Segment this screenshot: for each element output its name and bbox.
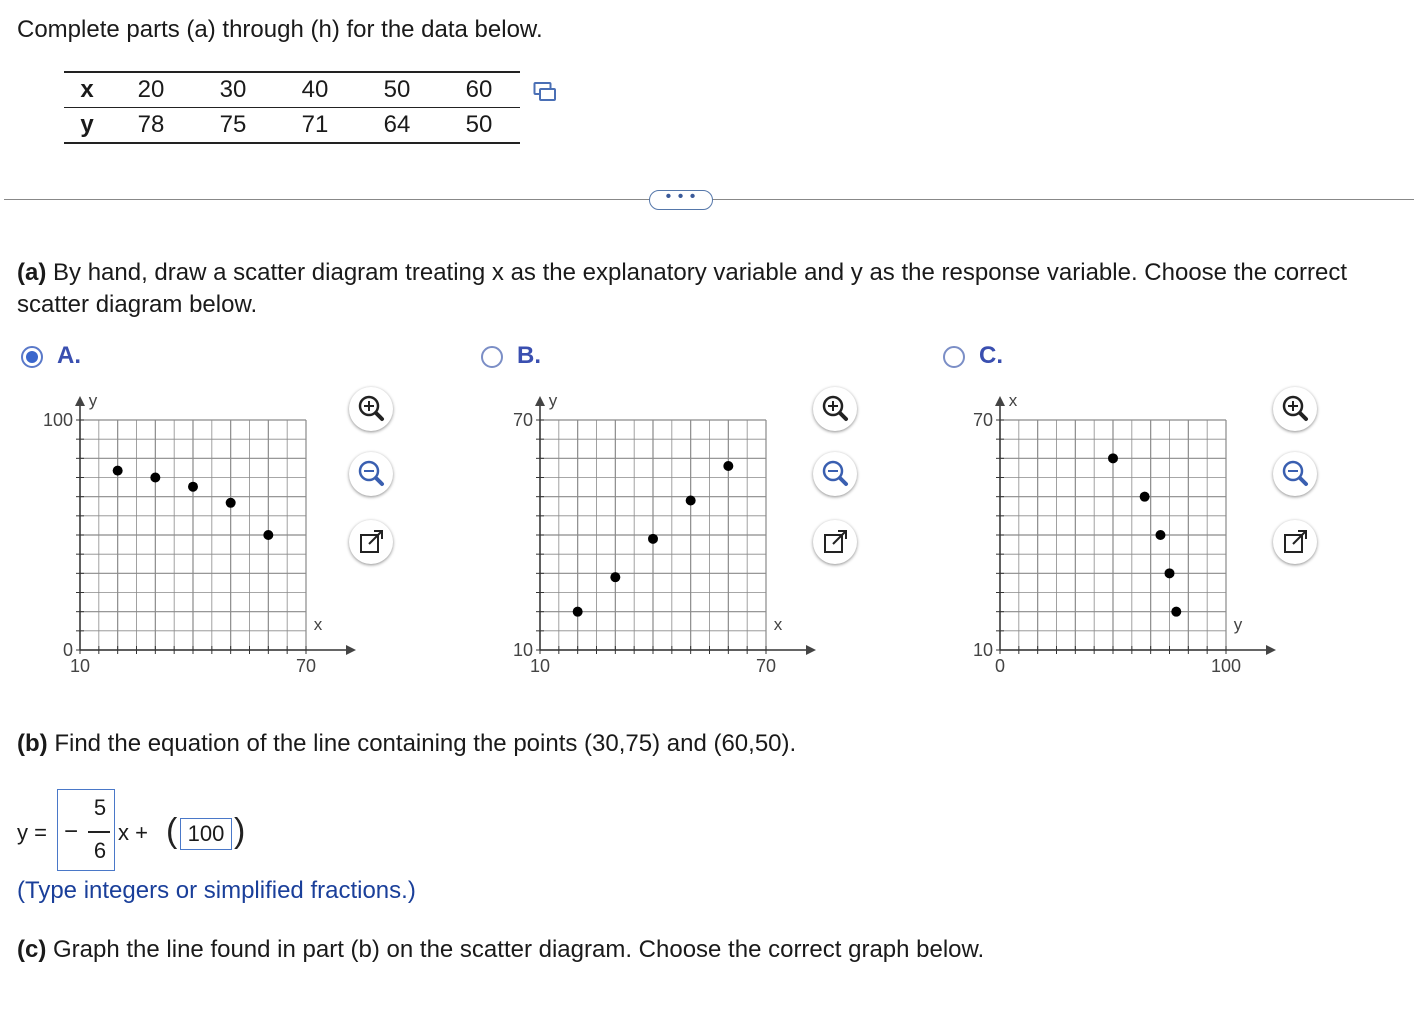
popout-icon <box>1273 520 1317 564</box>
table-row-y <box>64 108 520 144</box>
x-tick-label: 100 <box>1210 656 1242 676</box>
scatter-point <box>573 607 583 617</box>
scatter-point <box>1171 607 1181 617</box>
part-b-label: (b) <box>17 730 48 757</box>
option-c-radio[interactable] <box>943 346 965 368</box>
zoom-in-icon <box>349 387 393 431</box>
data-table <box>64 71 520 144</box>
answer-hint: (Type integers or simplified fractions.) <box>17 877 416 904</box>
x-axis-arrow <box>1266 645 1276 655</box>
zoom-in-button[interactable] <box>1273 387 1317 431</box>
y-tick-label: 70 <box>512 410 533 430</box>
slope-numerator: 5 <box>93 795 107 820</box>
y-value: 75 <box>192 108 274 144</box>
scatter-point <box>113 466 123 476</box>
scatter-point <box>263 530 273 540</box>
copy-table-icon[interactable] <box>533 81 557 103</box>
y-tick-label: 70 <box>972 410 993 430</box>
scatter-point <box>610 572 620 582</box>
equation-prefix: y = <box>17 820 47 845</box>
option-b-radio[interactable] <box>481 346 503 368</box>
zoom-in-button[interactable] <box>813 387 857 431</box>
graph-option-b <box>480 380 820 680</box>
x-tick-label: 10 <box>69 656 91 676</box>
x-axis-arrow <box>806 645 816 655</box>
y-tick-label: 10 <box>972 640 993 660</box>
y-header: y <box>64 108 110 144</box>
option-a-radio[interactable] <box>21 346 43 368</box>
zoom-out-icon <box>1273 452 1317 496</box>
scatter-point <box>1140 492 1150 502</box>
popout-icon <box>813 520 857 564</box>
graph-option-a <box>20 380 360 680</box>
x-value: 50 <box>356 72 438 108</box>
part-c-text: Graph the line found in part (b) on the scatter diagram. Choose the correct graph below. <box>46 936 985 963</box>
x-value: 60 <box>438 72 520 108</box>
slope-sign: − <box>64 818 79 845</box>
x-axis-label: x <box>773 615 783 634</box>
scatter-point <box>1108 453 1118 463</box>
scatter-point <box>686 496 696 506</box>
open-paren: ( <box>166 812 178 850</box>
y-axis-label: x <box>1008 391 1018 410</box>
part-b-question <box>17 730 796 758</box>
scatter-point <box>1165 568 1175 578</box>
popout-button[interactable] <box>349 520 393 564</box>
zoom-in-icon <box>1273 387 1317 431</box>
y-tick-label: 0 <box>62 640 73 660</box>
zoom-out-icon <box>813 452 857 496</box>
intercept-answer-box[interactable]: 100 <box>180 818 232 850</box>
option-a-label[interactable]: A. <box>57 342 81 369</box>
part-a-question <box>17 257 1397 321</box>
scatter-point <box>1155 530 1165 540</box>
zoom-out-button[interactable] <box>813 452 857 496</box>
x-axis-label: x <box>313 615 323 634</box>
y-axis-arrow <box>995 396 1005 406</box>
more-button[interactable]: • • • <box>649 190 713 210</box>
x-value: 20 <box>110 72 192 108</box>
popout-button[interactable] <box>813 520 857 564</box>
popout-icon <box>349 520 393 564</box>
y-axis-label: y <box>548 391 558 410</box>
close-paren: ) <box>234 812 246 850</box>
x-tick-label: 70 <box>755 656 777 676</box>
x-axis-label: y <box>1233 615 1243 634</box>
y-tick-label: 10 <box>512 640 533 660</box>
x-axis-arrow <box>346 645 356 655</box>
scatter-point <box>150 473 160 483</box>
x-tick-label: 0 <box>994 656 1006 676</box>
scatter-point <box>226 498 236 508</box>
problem-prompt: Complete parts (a) through (h) for the data below. <box>17 16 543 43</box>
y-tick-label: 100 <box>42 410 73 430</box>
zoom-in-icon <box>813 387 857 431</box>
x-value: 30 <box>192 72 274 108</box>
y-value: 71 <box>274 108 356 144</box>
part-c-question <box>17 936 984 964</box>
y-value: 64 <box>356 108 438 144</box>
fraction-bar <box>88 831 110 833</box>
x-header: x <box>64 72 110 108</box>
part-a-label: (a) <box>17 259 47 286</box>
option-c-label[interactable]: C. <box>979 342 1003 369</box>
x-value: 40 <box>274 72 356 108</box>
scatter-point <box>188 482 198 492</box>
scatter-point <box>723 461 733 471</box>
zoom-out-button[interactable] <box>349 452 393 496</box>
zoom-out-icon <box>349 452 393 496</box>
y-axis-arrow <box>535 396 545 406</box>
popout-button[interactable] <box>1273 520 1317 564</box>
slope-denominator: 6 <box>93 838 107 863</box>
scatter-point <box>648 534 658 544</box>
y-axis-arrow <box>75 396 85 406</box>
y-value: 78 <box>110 108 192 144</box>
x-tick-label: 10 <box>529 656 551 676</box>
y-value: 50 <box>438 108 520 144</box>
option-b-label[interactable]: B. <box>517 342 541 369</box>
y-axis-label: y <box>88 391 98 410</box>
zoom-in-button[interactable] <box>349 387 393 431</box>
x-tick-label: 70 <box>295 656 317 676</box>
table-row-x <box>64 72 520 108</box>
graph-option-c <box>940 380 1280 680</box>
part-a-text: By hand, draw a scatter diagram treating x as the explanatory variable and y as the response variable. Choose the correct scatter diagram below. <box>17 259 1348 318</box>
zoom-out-button[interactable] <box>1273 452 1317 496</box>
part-c-label: (c) <box>17 936 47 963</box>
part-b-text: Find the equation of the line containing the points (30,75) and (60,50). <box>47 730 797 757</box>
x-plus-text: x + <box>118 820 148 845</box>
